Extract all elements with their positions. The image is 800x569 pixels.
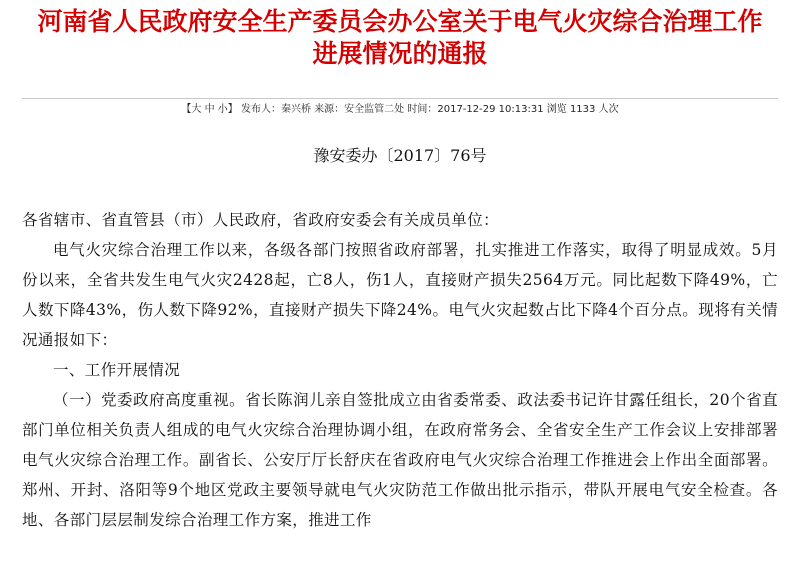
- font-size-bracket-open: 【: [181, 104, 192, 115]
- meta-time: 时间：2017-12-29 10:13:31: [407, 104, 544, 115]
- salutation: 各省辖市、省直管县（市）人民政府，省政府安委会有关成员单位：: [22, 211, 500, 229]
- font-size-medium-link[interactable]: 中: [204, 104, 215, 115]
- paragraph-2: （一）党委政府高度重视。省长陈润儿亲自签批成立由省委常委、政法委书记许甘露任组长，20个省直部门单位相关负责人组成的电气火灾综合治理协调小组，在政府常务会、全省安全生产工作会议上安排部署电气火灾综合治理工作。副省长、公安厅厅长舒庆在省政府电气火灾综合治理工作推进会上作出全面部署。郑州、开封、洛阳等9个地区党政主要领导就电气火灾防范工作做出批示指示，带队开展电气安全检查。各地、各部门层层制发综合治理工作方案，推进工作: [22, 391, 778, 529]
- document-number: 豫安委办〔2017〕76号: [313, 146, 487, 165]
- article-title: [0, 6, 800, 70]
- paragraph-1: 电气火灾综合治理工作以来，各级各部门按照省政府部署，扎实推进工作落实，取得了明显成效。5月份以来，全省共发生电气火灾2428起，亡8人，伤1人，直接财产损失2564万元。同比起数下降49%，亡人数下降43%，伤人数下降92%，直接财产损失下降24%。电气火灾起数占比下降4个百分点。现将有关情况通报如下：: [22, 241, 778, 349]
- article-body: [22, 205, 778, 535]
- title-divider: [22, 98, 778, 99]
- font-size-small-link[interactable]: 小: [217, 104, 228, 115]
- meta-views: 浏览 1133 人次: [546, 104, 619, 115]
- article-title-line-2: 进展情况的通报: [312, 39, 488, 68]
- article-title-line-1: 河南省人民政府安全生产委员会办公室关于电气火灾综合治理工作: [37, 7, 763, 36]
- section-heading-1: 一、工作开展情况: [53, 361, 181, 379]
- font-size-bracket-close: 】: [227, 104, 238, 115]
- article-meta: [0, 103, 800, 117]
- meta-publisher: 发布人：秦兴桥: [240, 104, 311, 115]
- font-size-large-link[interactable]: 大: [191, 104, 202, 115]
- meta-source: 来源：安全监管二处: [314, 104, 405, 115]
